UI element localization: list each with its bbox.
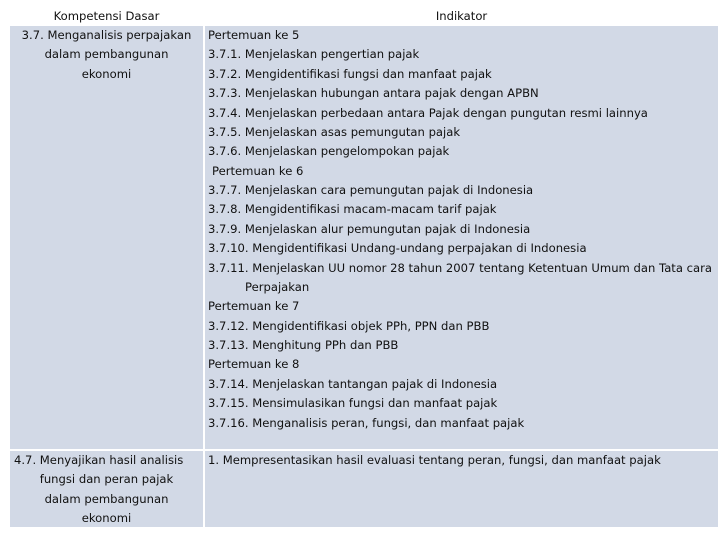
kd-line: ekonomi <box>81 66 132 81</box>
indicator-item: 3.7.4. Menjelaskan perbedaan antara Pajak dengan pungutan resmi lainnya <box>208 105 648 120</box>
indicator-item: 3.7.6. Menjelaskan pengelompokan pajak <box>208 144 450 159</box>
meeting-heading: Pertemuan ke 6 <box>212 163 304 178</box>
header-indikator: Indikator <box>205 7 718 25</box>
kd-line: ekonomi <box>81 511 132 526</box>
header-kompetensi-dasar: Kompetensi Dasar <box>10 7 203 25</box>
kd-line: 4.7. Menyajikan hasil analisis <box>14 453 184 467</box>
indicator-item: 1. Mempresentasikan hasil evaluasi tentang peran, fungsi, dan manfaat pajak <box>208 453 661 467</box>
meeting-heading: Pertemuan ke 5 <box>208 28 300 42</box>
indicator-item: 3.7.8. Mengidentifikasi macam-macam tarif pajak <box>208 202 497 217</box>
indikator-cell-4-7 <box>205 451 718 527</box>
indicator-item: 3.7.2. Mengidentifikasi fungsi dan manfaat pajak <box>208 66 492 81</box>
kd-cell-4-7 <box>10 451 203 527</box>
indicator-item: 3.7.13. Menghitung PPh dan PBB <box>208 338 399 352</box>
indicator-item: 3.7.12. Mengidentifikasi objek PPh, PPN dan PBB <box>208 318 490 333</box>
indicator-item: 3.7.15. Mensimulasikan fungsi dan manfaat pajak <box>208 396 498 411</box>
indicator-item: 3.7.9. Menjelaskan alur pemungutan pajak di Indonesia <box>208 221 531 236</box>
kd-line: dalam pembangunan <box>44 47 169 62</box>
indicator-item: 3.7.16. Menganalisis peran, fungsi, dan manfaat pajak <box>208 415 525 430</box>
meeting-heading: Pertemuan ke 7 <box>208 299 300 314</box>
indicator-item: 3.7.1. Menjelaskan pengertian pajak <box>208 47 420 62</box>
indikator-cell-3-7 <box>205 26 718 449</box>
kd-line: dalam pembangunan <box>44 491 169 506</box>
kd-line: 3.7. Menganalisis perpajakan <box>21 28 192 42</box>
indicator-item: 3.7.10. Mengidentifikasi Undang-undang perpajakan di Indonesia <box>208 241 587 256</box>
indicator-item: 3.7.5. Menjelaskan asas pemungutan pajak <box>208 124 461 139</box>
indicator-item: 3.7.14. Menjelaskan tantangan pajak di Indonesia <box>208 376 498 391</box>
indicator-item: 3.7.3. Menjelaskan hubungan antara pajak dengan APBN <box>208 86 539 101</box>
meeting-heading: Pertemuan ke 8 <box>208 357 300 372</box>
indicator-item: 3.7.7. Menjelaskan cara pemungutan pajak di Indonesia <box>208 183 534 197</box>
indicator-item-continuation: Perpajakan <box>245 279 310 294</box>
indicator-item: 3.7.11. Menjelaskan UU nomor 28 tahun 2007 tentang Ketentuan Umum dan Tata cara <box>208 260 712 275</box>
kd-cell-3-7 <box>10 26 203 449</box>
kd-line: fungsi dan peran pajak <box>39 472 174 487</box>
